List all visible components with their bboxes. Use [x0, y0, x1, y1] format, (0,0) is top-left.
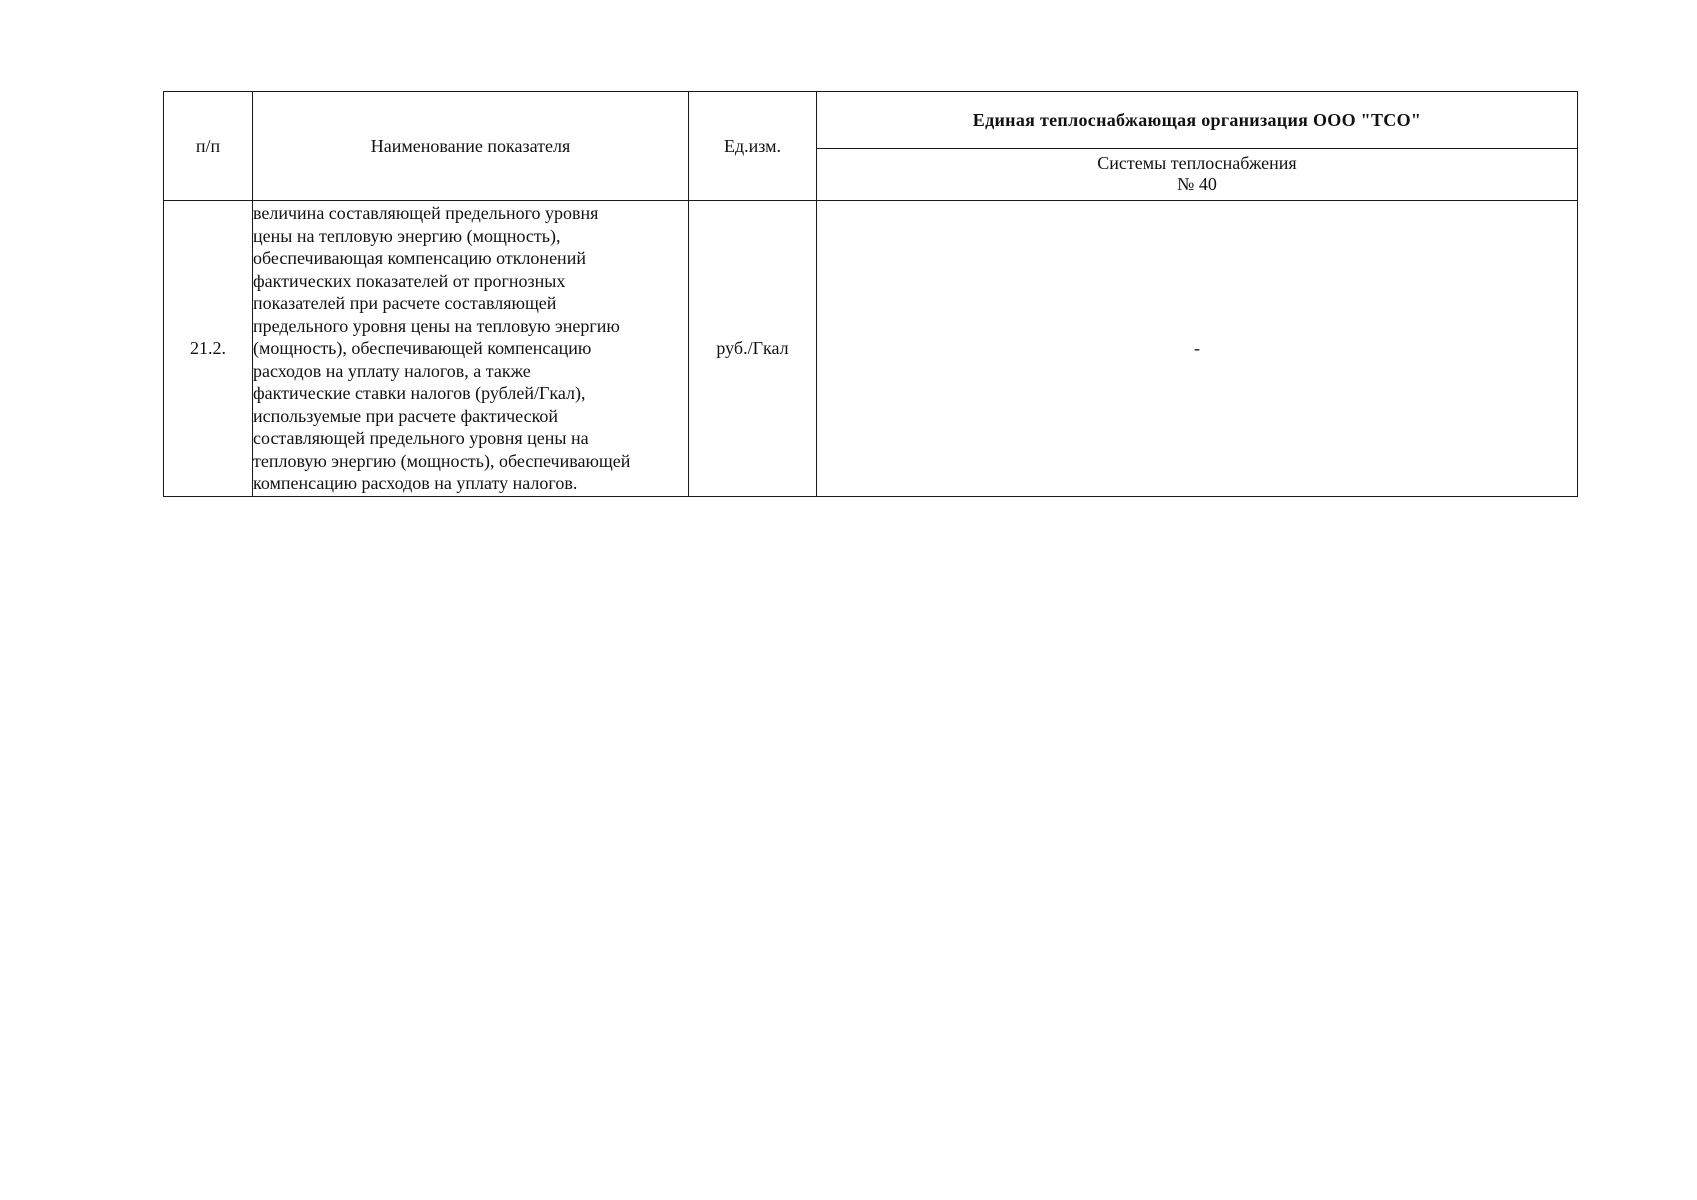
row-name-line: обеспечивающая компенсацию отклонений [253, 248, 586, 269]
header-system [817, 148, 1578, 200]
header-organization: Единая теплоснабжающая организация ООО "ТСО" [817, 92, 1578, 149]
header-unit: Ед.изм. [689, 92, 817, 201]
row-name-line: используемые при расчете фактической [253, 405, 559, 426]
row-unit: руб./Гкал [689, 201, 817, 497]
header-system-line2: № 40 [1177, 174, 1217, 195]
row-name-line: компенсацию расходов на уплату налогов. [253, 473, 578, 494]
row-name-line: предельного уровня цены на тепловую энергию [253, 315, 620, 336]
row-name-line: (мощность), обеспечивающей компенсацию [253, 338, 592, 359]
row-name-line: цены на тепловую энергию (мощность), [253, 225, 561, 246]
indicator-table [163, 91, 1578, 497]
row-name-line: составляющей предельного уровня цены на [253, 428, 589, 449]
header-name: Наименование показателя [253, 92, 689, 201]
row-name-line: расходов на уплату налогов, а также [253, 360, 531, 381]
row-name-line: показателей при расчете составляющей [253, 293, 557, 314]
table-header-row [164, 92, 1578, 149]
table-row [164, 201, 1578, 497]
row-name [253, 201, 689, 497]
header-num: п/п [164, 92, 253, 201]
header-system-line1: Системы теплоснабжения [1097, 153, 1297, 174]
row-name-line: тепловую энергию (мощность), обеспечивающей [253, 450, 631, 471]
row-name-line: фактических показателей от прогнозных [253, 270, 566, 291]
row-value: - [817, 201, 1578, 497]
row-name-line: величина составляющей предельного уровня [253, 203, 599, 224]
row-num: 21.2. [164, 201, 253, 497]
row-name-line: фактические ставки налогов (рублей/Гкал), [253, 383, 586, 404]
